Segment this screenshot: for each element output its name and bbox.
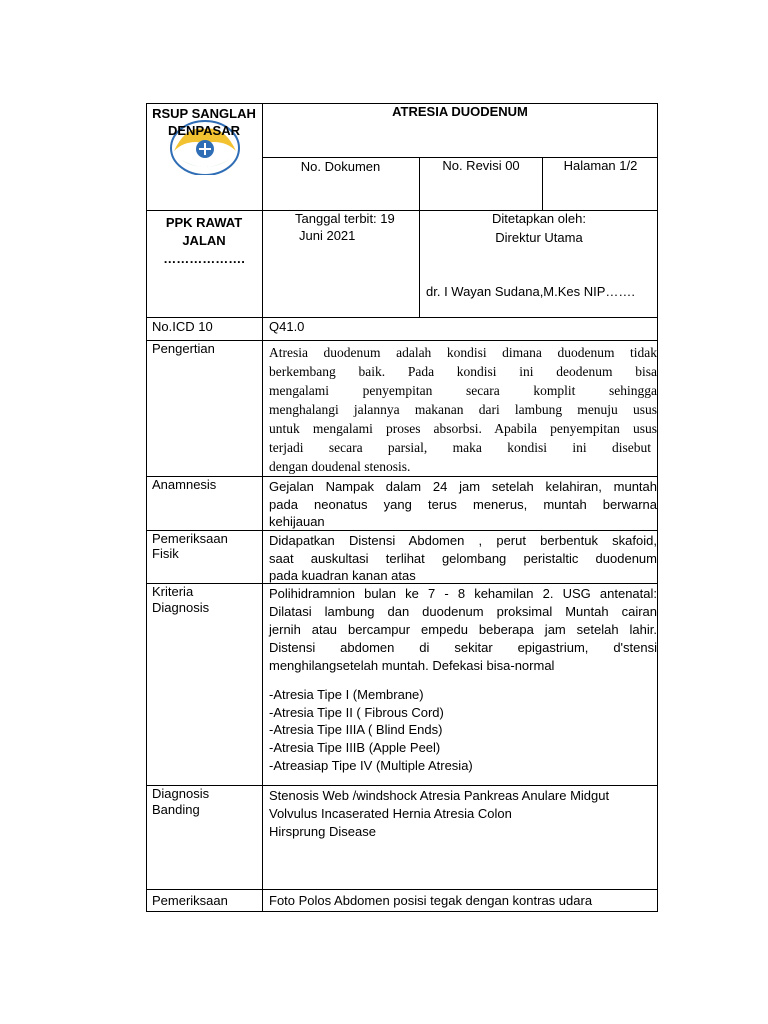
fisik-label-1: Pemeriksaan [152, 531, 228, 546]
pengertian-line-4: menghalangi jalannya makanan dari lambung menuju usus [269, 402, 657, 417]
kriteria-line-4: Distensi abdomen di sekitar epigastrium, d'stensi [269, 640, 657, 655]
kriteria-label-2: Diagnosis [152, 600, 210, 615]
banding-line-3: Hirsprung Disease [269, 824, 376, 839]
ppk-line1: PPK RAWAT [165, 215, 243, 230]
fisik-label-2: Fisik [152, 546, 179, 561]
banding-line-1: Stenosis Web /windshock Atresia Pankreas Anulare Midgut [269, 788, 610, 803]
pengertian-line-2: berkembang baik. Pada kondisi ini deodenum bisa [269, 364, 657, 379]
icd-value: Q41.0 [269, 319, 305, 334]
atresia-type-2: -Atresia Tipe II ( Fibrous Cord) [269, 705, 444, 720]
fisik-line-1: Didapatkan Distensi Abdomen , perut berbentuk skafoid, [269, 533, 657, 548]
atresia-type-5: -Atreasiap Tipe IV (Multiple Atresia) [269, 758, 473, 773]
kriteria-line-5: menghilangsetelah muntah. Defekasi bisa-normal [269, 658, 555, 673]
pengertian-line-1: Atresia duodenum adalah kondisi dimana duodenum tidak [269, 345, 657, 360]
row-sep-pemeriksaan [146, 889, 658, 890]
issue-date-line2: Juni 2021 [299, 228, 356, 243]
pengertian-line-7: dengan doudenal stenosis. [269, 459, 411, 474]
revision-label: No. Revisi 00 [442, 158, 520, 173]
pemeriksaan-label: Pemeriksaan [152, 893, 228, 908]
banding-label-1: Diagnosis [152, 786, 210, 801]
kriteria-line-1: Polihidramnion bulan ke 7 - 8 kehamilan 2. USG antenatal: [269, 586, 657, 601]
kriteria-line-2: Dilatasi lambung dan duodenum proksimal Muntah cairan [269, 604, 657, 619]
fisik-line-3: pada kuadran kanan atas [269, 568, 416, 583]
pengertian-line-6: terjadi secara parsial, maka kondisi ini disebut [269, 440, 651, 455]
anamnesis-line-1: Gejalan Nampak dalam 24 jam setelah kelahiran, muntah [269, 479, 657, 494]
border-bottom [146, 911, 658, 912]
atresia-type-3: -Atresia Tipe IIIA ( Blind Ends) [269, 722, 443, 737]
row-sep-banding [146, 785, 658, 786]
atresia-type-1: -Atresia Tipe I (Membrane) [269, 687, 424, 702]
pengertian-line-3: mengalami penyempitan secara komplit sehingga [269, 383, 657, 398]
approved-by-line2: Direktur Utama [495, 230, 583, 245]
pengertian-line-5: untuk mengalami proses absorbsi. Apabila penyempitan usus [269, 421, 657, 436]
pengertian-label: Pengertian [152, 341, 215, 356]
anamnesis-line-2: pada neonatus yang terus menerus, muntah berwarna [269, 497, 657, 512]
issue-date-line1: Tanggal terbit: 19 [295, 211, 395, 226]
row-sep-anamnesis [146, 476, 658, 477]
ppk-line3: ………………. [163, 251, 245, 266]
approved-by-line1: Ditetapkan oleh: [492, 211, 586, 226]
doc-no-label: No. Dokumen [300, 159, 381, 174]
hospital-name-line2: DENPASAR [168, 123, 240, 138]
icd-label: No.ICD 10 [152, 319, 213, 334]
kriteria-label-1: Kriteria [152, 584, 194, 599]
kriteria-line-3: jernih atau bercampur empedu beberapa jam setelah lahir. [269, 622, 657, 637]
row-sep-icd [146, 317, 658, 318]
ppk-line2: JALAN [182, 233, 226, 248]
anamnesis-label: Anamnesis [152, 477, 217, 492]
document-title: ATRESIA DUODENUM [392, 104, 528, 119]
row-sep-pengertian [146, 340, 658, 341]
page-label: Halaman 1/2 [563, 158, 638, 173]
pemeriksaan-value: Foto Polos Abdomen posisi tegak dengan kontras udara [269, 893, 593, 908]
banding-label-2: Banding [152, 802, 200, 817]
banding-line-2: Volvulus Incaserated Hernia Atresia Colon [269, 806, 512, 821]
fisik-line-2: saat auskultasi terlihat gelombang peristaltic duodenum [269, 551, 657, 566]
hospital-name-line1: RSUP SANGLAH [152, 106, 256, 121]
anamnesis-line-3: kehijauan [269, 514, 325, 529]
document-table [146, 103, 658, 912]
atresia-type-4: -Atresia Tipe IIIB (Apple Peel) [269, 740, 441, 755]
director-name: dr. I Wayan Sudana,M.Kes NIP……. [426, 284, 636, 299]
column-divider [262, 103, 263, 912]
